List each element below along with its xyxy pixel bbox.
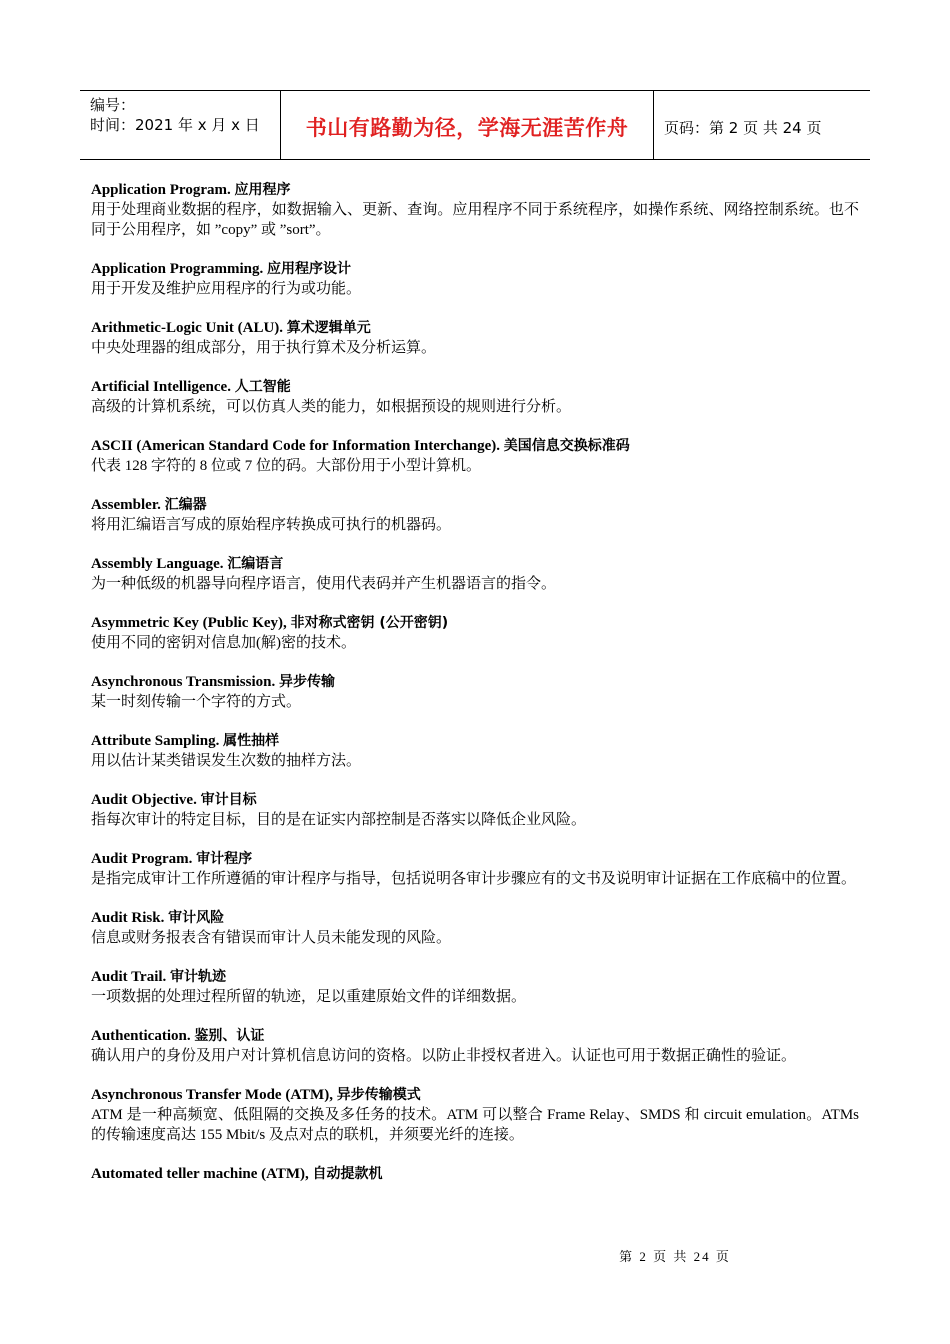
glossary-entry <box>91 672 859 712</box>
glossary-entry <box>91 790 859 830</box>
term-english: Audit Trail. <box>91 969 167 985</box>
glossary-entry <box>91 436 859 476</box>
term-english: Attribute Sampling. <box>91 733 220 749</box>
glossary-entry <box>91 849 859 889</box>
glossary-entry <box>91 554 859 594</box>
term-english: Asynchronous Transfer Mode (ATM), <box>91 1087 333 1103</box>
term-chinese: 算术逻辑单元 <box>286 320 371 336</box>
term-chinese: 自动提款机 <box>312 1166 383 1182</box>
glossary-definition: 为一种低级的机器导向程序语言，使用代表码并产生机器语言的指令。 <box>91 576 557 592</box>
glossary-term <box>91 318 859 338</box>
term-english: Application Program. <box>91 182 231 198</box>
glossary-entry <box>91 1085 859 1145</box>
term-english: Asynchronous Transmission. <box>91 674 276 690</box>
term-english: Arithmetic-Logic Unit (ALU). <box>91 320 284 336</box>
glossary-definition: 将用汇编语言写成的原始程序转换成可执行的机器码。 <box>91 517 452 533</box>
glossary-term <box>91 180 859 200</box>
glossary-definition: 用于处理商业数据的程序，如数据输入、更新、查询。应用程序不同于系统程序，如操作系统、网络控制系统。也不同于公用程序，如 ”copy” 或 ”sort”。 <box>91 202 859 238</box>
glossary-definition: ATM 是一种高频宽、低阻隔的交换及多任务的技术。ATM 可以整合 Frame Relay、SMDS 和 circuit emulation。ATMs 的传输速度高达 155 Mbit/s 及点对点的联机，并须要光纤的连接。 <box>91 1107 859 1143</box>
term-chinese: 美国信息交换标准码 <box>503 438 630 454</box>
glossary-term <box>91 790 859 810</box>
term-english: Application Programming. <box>91 261 264 277</box>
glossary-entry <box>91 495 859 535</box>
term-chinese: 汇编器 <box>164 497 207 513</box>
term-chinese: 应用程序 <box>234 182 291 198</box>
term-english: Assembler. <box>91 497 161 513</box>
glossary-definition: 指每次审计的特定目标，目的是在证实内部控制是否落实以降低企业风险。 <box>91 812 587 828</box>
glossary-entry <box>91 180 859 240</box>
glossary-term <box>91 1085 859 1105</box>
term-english: Audit Risk. <box>91 910 165 926</box>
term-english: Automated teller machine (ATM), <box>91 1166 309 1182</box>
term-english: Artificial Intelligence. <box>91 379 231 395</box>
glossary-entry <box>91 613 859 653</box>
glossary-term <box>91 731 859 751</box>
term-english: Audit Program. <box>91 851 193 867</box>
glossary-entry <box>91 908 859 948</box>
term-english: Assembly Language. <box>91 556 224 572</box>
glossary-entry <box>91 731 859 771</box>
glossary-definition: 确认用户的身份及用户对计算机信息访问的资格。以防止非授权者进入。认证也可用于数据正确性的验证。 <box>91 1048 797 1064</box>
glossary-definition: 高级的计算机系统，可以仿真人类的能力，如根据预设的规则进行分析。 <box>91 399 572 415</box>
glossary-definition: 用以估计某类错误发生次数的抽样方法。 <box>91 753 362 769</box>
page-header <box>80 90 870 160</box>
term-chinese: 非对称式密钥 (公开密钥) <box>290 615 449 631</box>
term-chinese: 审计风险 <box>168 910 225 926</box>
footer-page-number: 第 2 页 共 24 页 <box>619 1249 731 1264</box>
glossary-definition: 中央处理器的组成部分，用于执行算术及分析运算。 <box>91 340 437 356</box>
glossary-term <box>91 1026 859 1046</box>
header-page-label: 页码：第 2 页 共 24 页 <box>664 118 822 137</box>
glossary-entry <box>91 259 859 299</box>
glossary-entry <box>91 967 859 1007</box>
glossary-entry <box>91 1026 859 1066</box>
glossary-definition: 一项数据的处理过程所留的轨迹，足以重建原始文件的详细数据。 <box>91 989 527 1005</box>
term-chinese: 异步传输模式 <box>336 1087 421 1103</box>
header-motto: 书山有路勤为径，学海无涯苦作舟 <box>281 91 654 159</box>
glossary-entry <box>91 1164 859 1184</box>
document-number-label: 编号： <box>90 96 136 114</box>
term-english: ASCII (American Standard Code for Information Interchange). <box>91 438 501 454</box>
term-chinese: 汇编语言 <box>227 556 284 572</box>
term-chinese: 审计目标 <box>200 792 257 808</box>
glossary-definition: 代表 128 字符的 8 位或 7 位的码。大部份用于小型计算机。 <box>91 458 482 474</box>
glossary-term <box>91 613 859 633</box>
term-chinese: 鉴别、认证 <box>194 1028 265 1044</box>
glossary-term <box>91 554 859 574</box>
term-chinese: 审计程序 <box>196 851 253 867</box>
term-chinese: 应用程序设计 <box>266 261 351 277</box>
header-meta <box>80 91 281 159</box>
glossary-definition: 信息或财务报表含有错误而审计人员未能发现的风险。 <box>91 930 452 946</box>
page-footer <box>0 1246 950 1265</box>
term-english: Asymmetric Key (Public Key), <box>91 615 287 631</box>
term-chinese: 属性抽样 <box>223 733 280 749</box>
document-time-label: 时间：2021 年 x 月 x 日 <box>90 116 260 134</box>
glossary-entry <box>91 377 859 417</box>
term-chinese: 审计轨迹 <box>170 969 227 985</box>
glossary-term <box>91 1164 859 1184</box>
glossary-term <box>91 908 859 928</box>
glossary-definition: 某一时刻传输一个字符的方式。 <box>91 694 302 710</box>
glossary-definition: 用于开发及维护应用程序的行为或功能。 <box>91 281 362 297</box>
term-chinese: 异步传输 <box>278 674 335 690</box>
glossary-term <box>91 495 859 515</box>
glossary-term <box>91 377 859 397</box>
glossary-term <box>91 259 859 279</box>
glossary-term <box>91 436 859 456</box>
glossary-term <box>91 672 859 692</box>
glossary-term <box>91 849 859 869</box>
glossary-term <box>91 967 859 987</box>
term-english: Authentication. <box>91 1028 191 1044</box>
glossary-entry <box>91 318 859 358</box>
glossary-list <box>91 180 859 1203</box>
term-chinese: 人工智能 <box>234 379 291 395</box>
glossary-definition: 使用不同的密钥对信息加(解)密的技术。 <box>91 635 356 651</box>
glossary-definition: 是指完成审计工作所遵循的审计程序与指导，包括说明各审计步骤应有的文书及说明审计证据在工作底稿中的位置。 <box>91 871 857 887</box>
term-english: Audit Objective. <box>91 792 197 808</box>
